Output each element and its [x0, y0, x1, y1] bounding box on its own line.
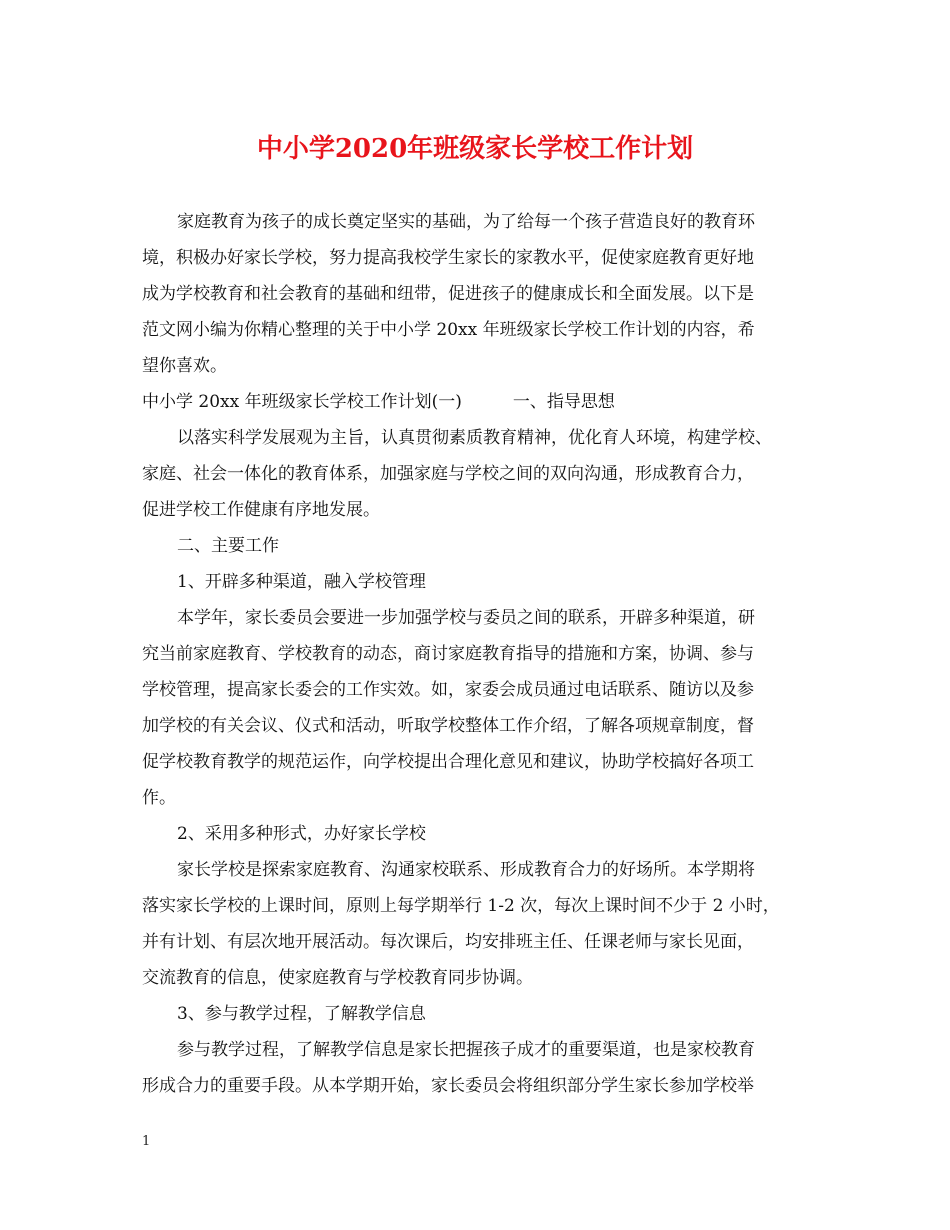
text-line: 加学校的有关会议、仪式和活动，听取学校整体工作介绍，了解各项规章制度，督: [142, 716, 754, 736]
text-line: 作。: [142, 788, 176, 808]
text-line: 以落实科学发展观为主旨，认真贯彻素质教育精神，优化育人环境，构建学校、: [177, 428, 772, 448]
text-line: 交流教育的信息，使家庭教育与学校教育同步协调。: [142, 968, 533, 988]
text-line: 范文网小编为你精心整理的关于中小学 20xx 年班级家长学校工作计划的内容，希: [142, 320, 755, 340]
text-line: 参与教学过程，了解教学信息是家长把握孩子成才的重要渠道，也是家校教育: [177, 1040, 755, 1060]
text-line: 并有计划、有层次地开展活动。每次课后，均安排班主任、任课老师与家长见面，: [142, 932, 754, 952]
document-title: 中小学2020年班级家长学校工作计划: [256, 134, 694, 164]
text-line: 境，积极办好家长学校，努力提高我校学生家长的家教水平，促使家庭教育更好地: [142, 248, 754, 268]
text-line: 促学校教育教学的规范运作，向学校提出合理化意见和建议，协助学校搞好各项工: [142, 752, 754, 772]
text-line: 形成合力的重要手段。从本学期开始，家长委员会将组织部分学生家长参加学校举: [142, 1076, 754, 1096]
page-number: 1: [142, 1134, 151, 1149]
text-line: 家庭、社会一体化的教育体系，加强家庭与学校之间的双向沟通，形成教育合力，: [142, 464, 754, 484]
text-line: 望你喜欢。: [142, 356, 227, 376]
text-line: 家长学校是探索家庭教育、沟通家校联系、形成教育合力的好场所。本学期将: [177, 860, 755, 880]
text-line: 究当前家庭教育、学校教育的动态，商讨家庭教育指导的措施和方案，协调、参与: [142, 644, 754, 664]
text-line: 促进学校工作健康有序地发展。: [142, 500, 380, 520]
text-line: 成为学校教育和社会教育的基础和纽带，促进孩子的健康成长和全面发展。以下是: [142, 284, 754, 304]
text-line: 3、参与教学过程，了解教学信息: [177, 1004, 426, 1024]
text-line: 学校管理，提高家长委会的工作实效。如，家委会成员通过电话联系、随访以及参: [142, 680, 754, 700]
text-line: 1、开辟多种渠道，融入学校管理: [177, 572, 426, 592]
text-line: 落实家长学校的上课时间，原则上每学期举行 1-2 次，每次上课时间不少于 2 小时，: [142, 896, 780, 916]
text-line: 2、采用多种形式，办好家长学校: [177, 824, 426, 844]
text-line: 中小学 20xx 年班级家长学校工作计划(一) 一、指导思想: [142, 392, 615, 412]
text-line: 本学年，家长委员会要进一步加强学校与委员之间的联系，开辟多种渠道，研: [177, 608, 755, 628]
text-line: 二、主要工作: [177, 536, 279, 556]
document-body: [142, 204, 822, 1104]
text-line: 家庭教育为孩子的成长奠定坚实的基础，为了给每一个孩子营造良好的教育环: [177, 212, 755, 232]
